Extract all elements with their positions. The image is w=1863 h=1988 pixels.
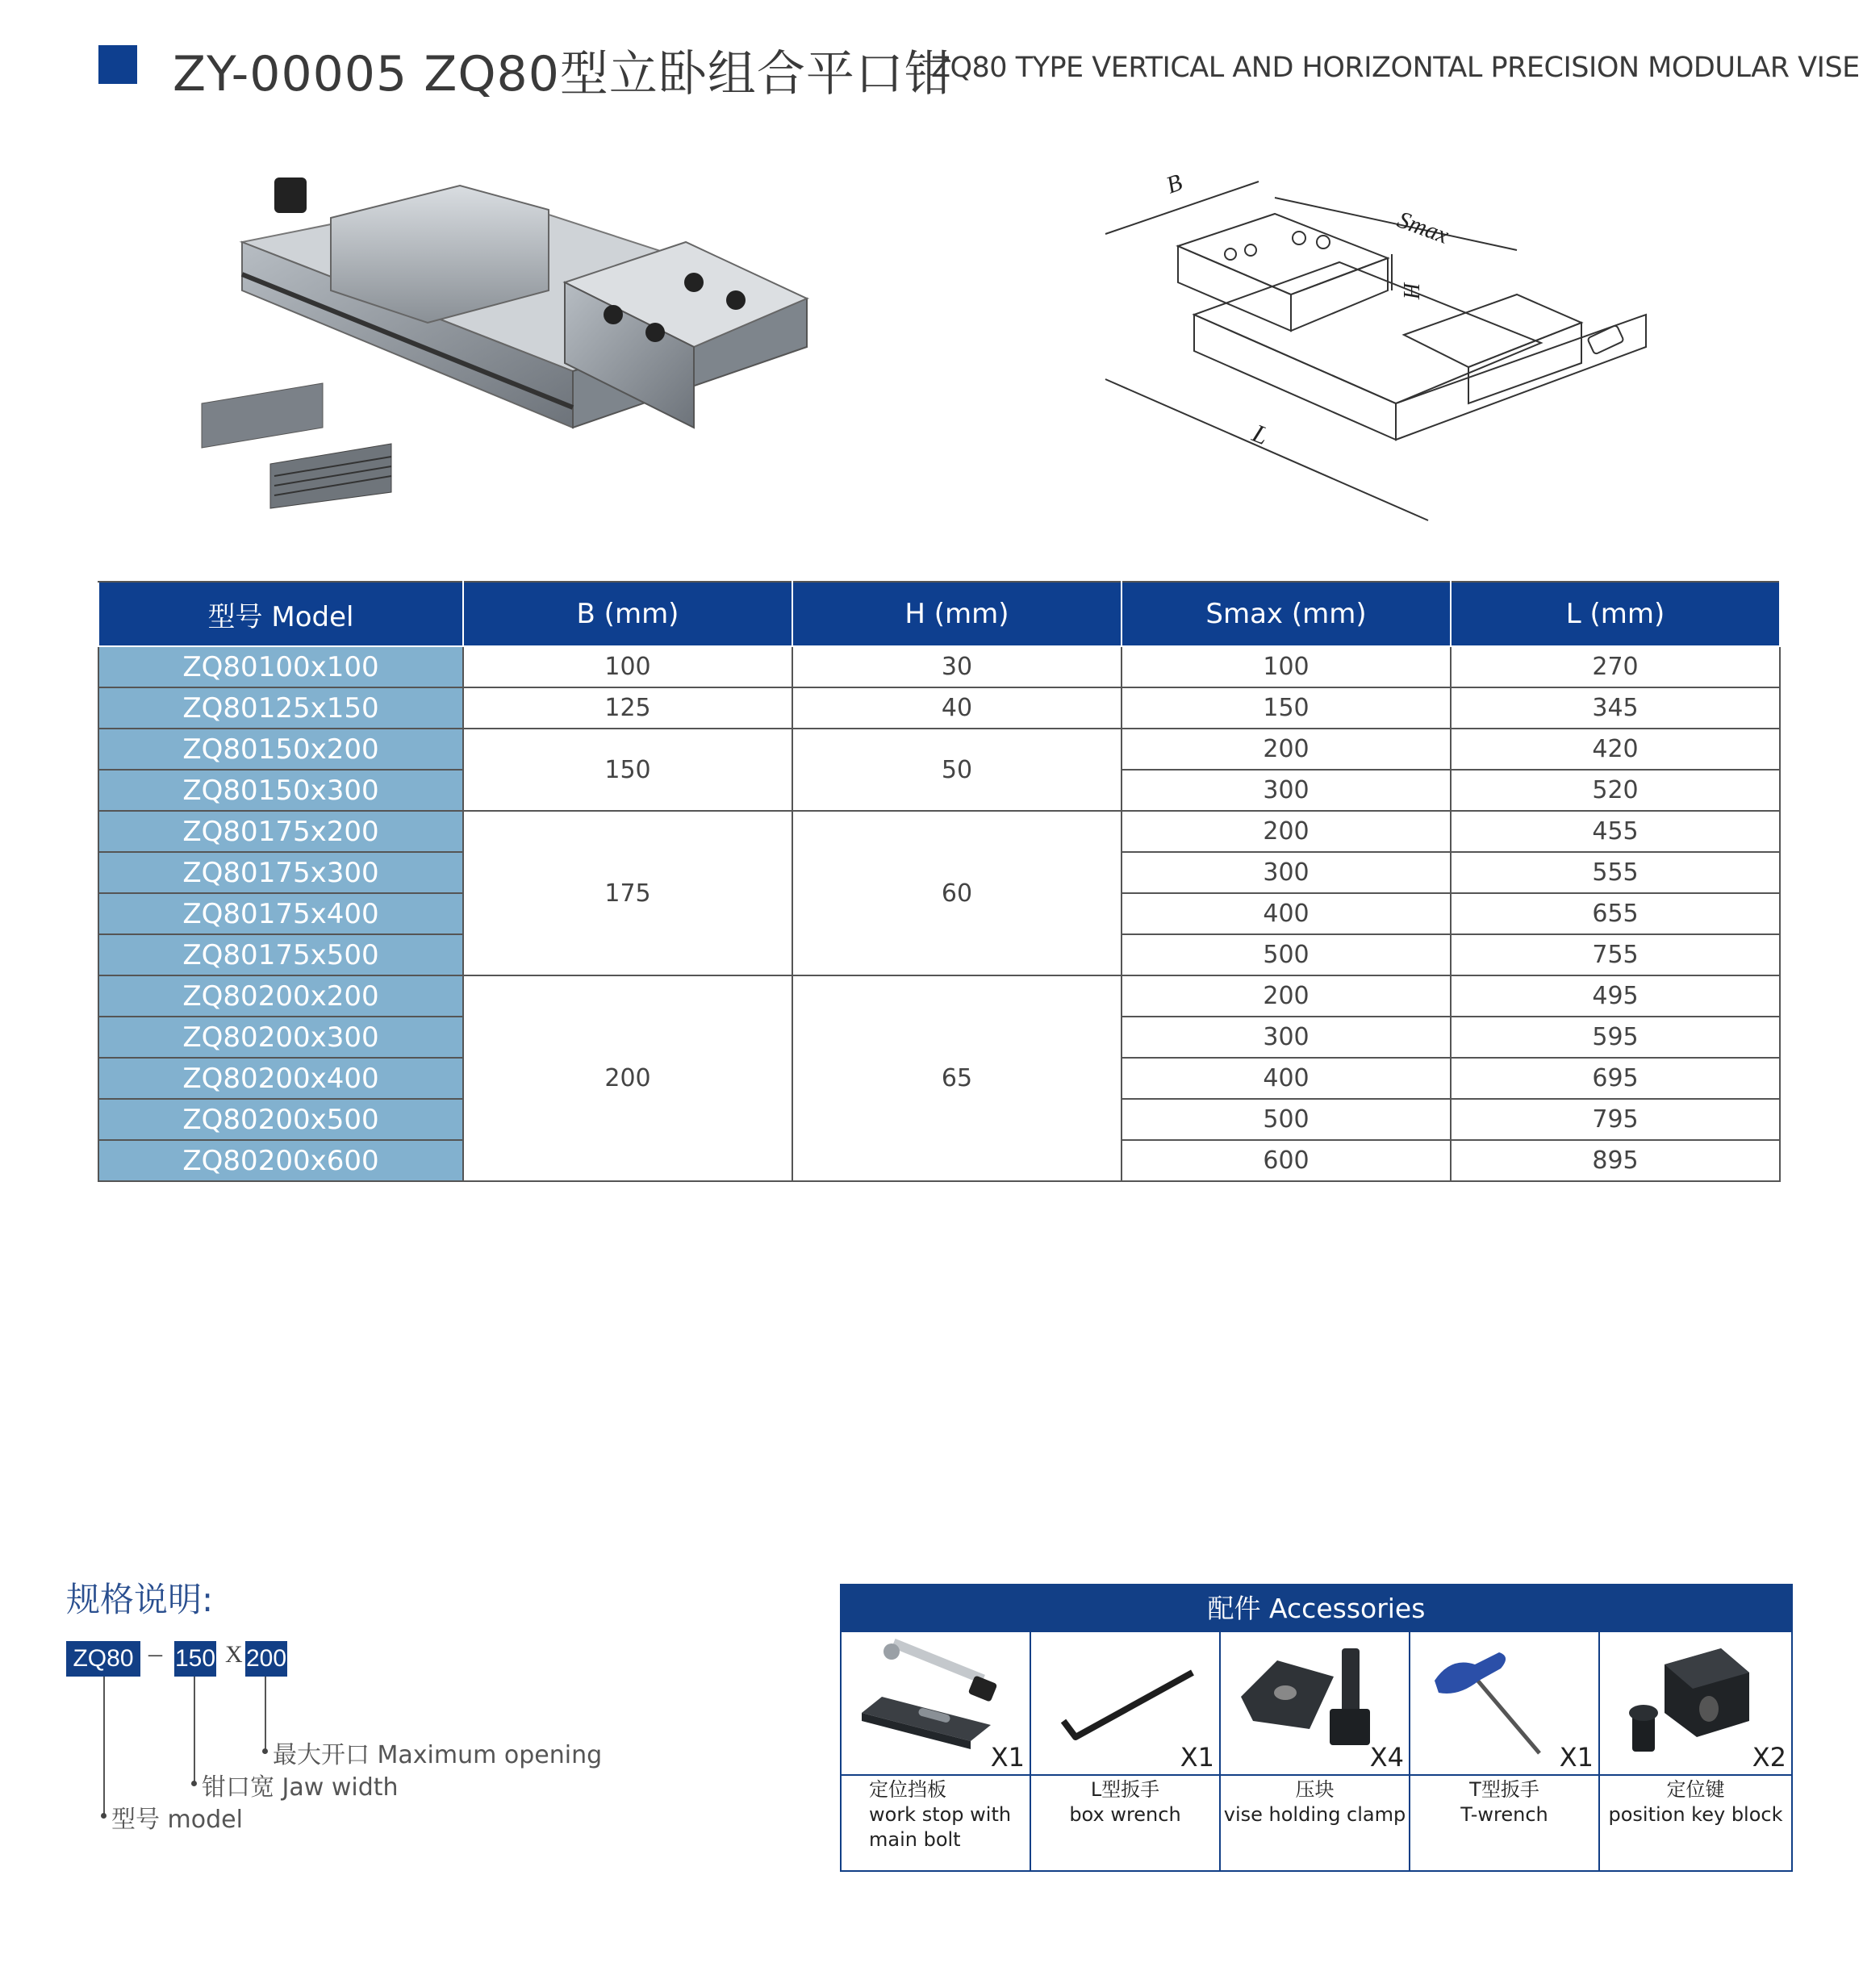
table-header-row [98,582,1780,646]
smax-cell: 300 [1122,1017,1451,1058]
model-cell: ZQ80150x200 [98,729,463,770]
accessory-en-label-2: main bolt [869,1828,961,1851]
h-cell: 50 [792,729,1122,811]
smax-cell: 300 [1122,770,1451,811]
l-cell: 655 [1451,893,1780,934]
leader-line-jaw [194,1677,195,1783]
accessories-title: 配件 Accessories [842,1585,1791,1632]
l-cell: 495 [1451,975,1780,1017]
accessory-en-label: T-wrench [1460,1803,1548,1826]
accessories-panel [840,1584,1793,1872]
accessory-cn-label: 定位挡板 [869,1778,946,1801]
accessory-t-wrench [1410,1632,1600,1870]
accessory-en-label: work stop with [869,1803,1012,1826]
accessory-cn-label: T型扳手 [1469,1778,1539,1801]
table-row [98,729,1780,770]
code-opening-box: 200 [245,1641,287,1677]
bullet-dot [262,1748,268,1754]
smax-cell: 400 [1122,1058,1451,1099]
smax-cell: 150 [1122,687,1451,729]
accessory-cn-label: 定位键 [1666,1778,1725,1801]
h-cell: 30 [792,646,1122,687]
b-cell: 200 [463,975,792,1181]
header-b: B (mm) [463,582,792,646]
accessory-work-stop [842,1632,1031,1870]
accessory-cn-label: 压块 [1295,1778,1335,1801]
accessory-holding-clamp [1221,1632,1410,1870]
format-title: 规格说明: [66,1580,214,1619]
model-cell: ZQ80125x150 [98,687,463,729]
dim-label-h: H [1398,282,1423,299]
model-cell: ZQ80150x300 [98,770,463,811]
model-cell: ZQ80100x100 [98,646,463,687]
b-cell: 175 [463,811,792,975]
smax-cell: 600 [1122,1140,1451,1181]
accessory-en-label: position key block [1608,1803,1783,1826]
qty-t-wrench: X1 [1559,1742,1594,1773]
l-cell: 420 [1451,729,1780,770]
table-row [98,687,1780,729]
b-cell: 150 [463,729,792,811]
vise-dimension-drawing [1089,161,1654,524]
dim-label-b: B [1163,169,1186,199]
code-jaw-box: 150 [174,1641,216,1677]
h-cell: 40 [792,687,1122,729]
smax-cell: 400 [1122,893,1451,934]
dim-label-l: L [1248,418,1273,451]
accessory-cn-label: L型扳手 [1090,1778,1160,1801]
model-cell: ZQ80175x400 [98,893,463,934]
l-cell: 895 [1451,1140,1780,1181]
page-subtitle: ZQ80 TYPE VERTICAL AND HORIZONTAL PRECISION MODULAR VISE [931,52,1860,84]
qty-holding-clamp: X4 [1369,1742,1404,1773]
qty-work-stop: X1 [990,1742,1025,1773]
title-square-icon [98,45,137,84]
smax-cell: 200 [1122,811,1451,852]
qty-position-key: X2 [1752,1742,1786,1773]
header-l: L (mm) [1451,582,1780,646]
code-series-box: ZQ80 [66,1641,140,1677]
h-cell: 60 [792,811,1122,975]
model-cell: ZQ80200x600 [98,1140,463,1181]
code-dash: – [148,1639,162,1668]
header-smax: Smax (mm) [1122,582,1451,646]
smax-cell: 200 [1122,975,1451,1017]
accessory-en-label: box wrench [1069,1803,1181,1826]
accessory-box-wrench [1031,1632,1221,1870]
leader-line-model [103,1677,105,1815]
h-cell: 65 [792,975,1122,1181]
page-title: ZY-00005 ZQ80型立卧组合平口钳 [173,46,954,102]
accessory-position-key [1600,1632,1791,1870]
smax-cell: 500 [1122,934,1451,975]
bullet-dot [101,1813,107,1819]
smax-cell: 500 [1122,1099,1451,1140]
model-cell: ZQ80175x300 [98,852,463,893]
model-cell: ZQ80200x300 [98,1017,463,1058]
accessory-en-label: vise holding clamp [1223,1803,1406,1826]
l-cell: 520 [1451,770,1780,811]
label-model: 型号 model [111,1806,243,1834]
model-cell: ZQ80200x200 [98,975,463,1017]
smax-cell: 100 [1122,646,1451,687]
l-cell: 695 [1451,1058,1780,1099]
model-cell: ZQ80200x500 [98,1099,463,1140]
b-cell: 125 [463,687,792,729]
l-cell: 345 [1451,687,1780,729]
bullet-dot [191,1781,197,1786]
qty-box-wrench: X1 [1180,1742,1214,1773]
header-h: H (mm) [792,582,1122,646]
label-max-opening: 最大开口 Maximum opening [273,1741,603,1769]
code-times: X [225,1641,243,1668]
dim-label-smax: Smax [1393,206,1452,249]
table-row [98,811,1780,852]
b-cell: 100 [463,646,792,687]
l-cell: 755 [1451,934,1780,975]
model-cell: ZQ80175x200 [98,811,463,852]
l-cell: 555 [1451,852,1780,893]
l-cell: 595 [1451,1017,1780,1058]
smax-cell: 200 [1122,729,1451,770]
smax-cell: 300 [1122,852,1451,893]
header-model: 型号 Model [98,582,463,646]
spec-table [98,581,1781,1182]
vise-photo [194,161,823,532]
l-cell: 795 [1451,1099,1780,1140]
label-jaw-width: 钳口宽 Jaw width [202,1773,399,1802]
l-cell: 270 [1451,646,1780,687]
model-cell: ZQ80175x500 [98,934,463,975]
table-row [98,646,1780,687]
model-cell: ZQ80200x400 [98,1058,463,1099]
table-row [98,975,1780,1017]
leader-line-opening [265,1677,266,1751]
l-cell: 455 [1451,811,1780,852]
